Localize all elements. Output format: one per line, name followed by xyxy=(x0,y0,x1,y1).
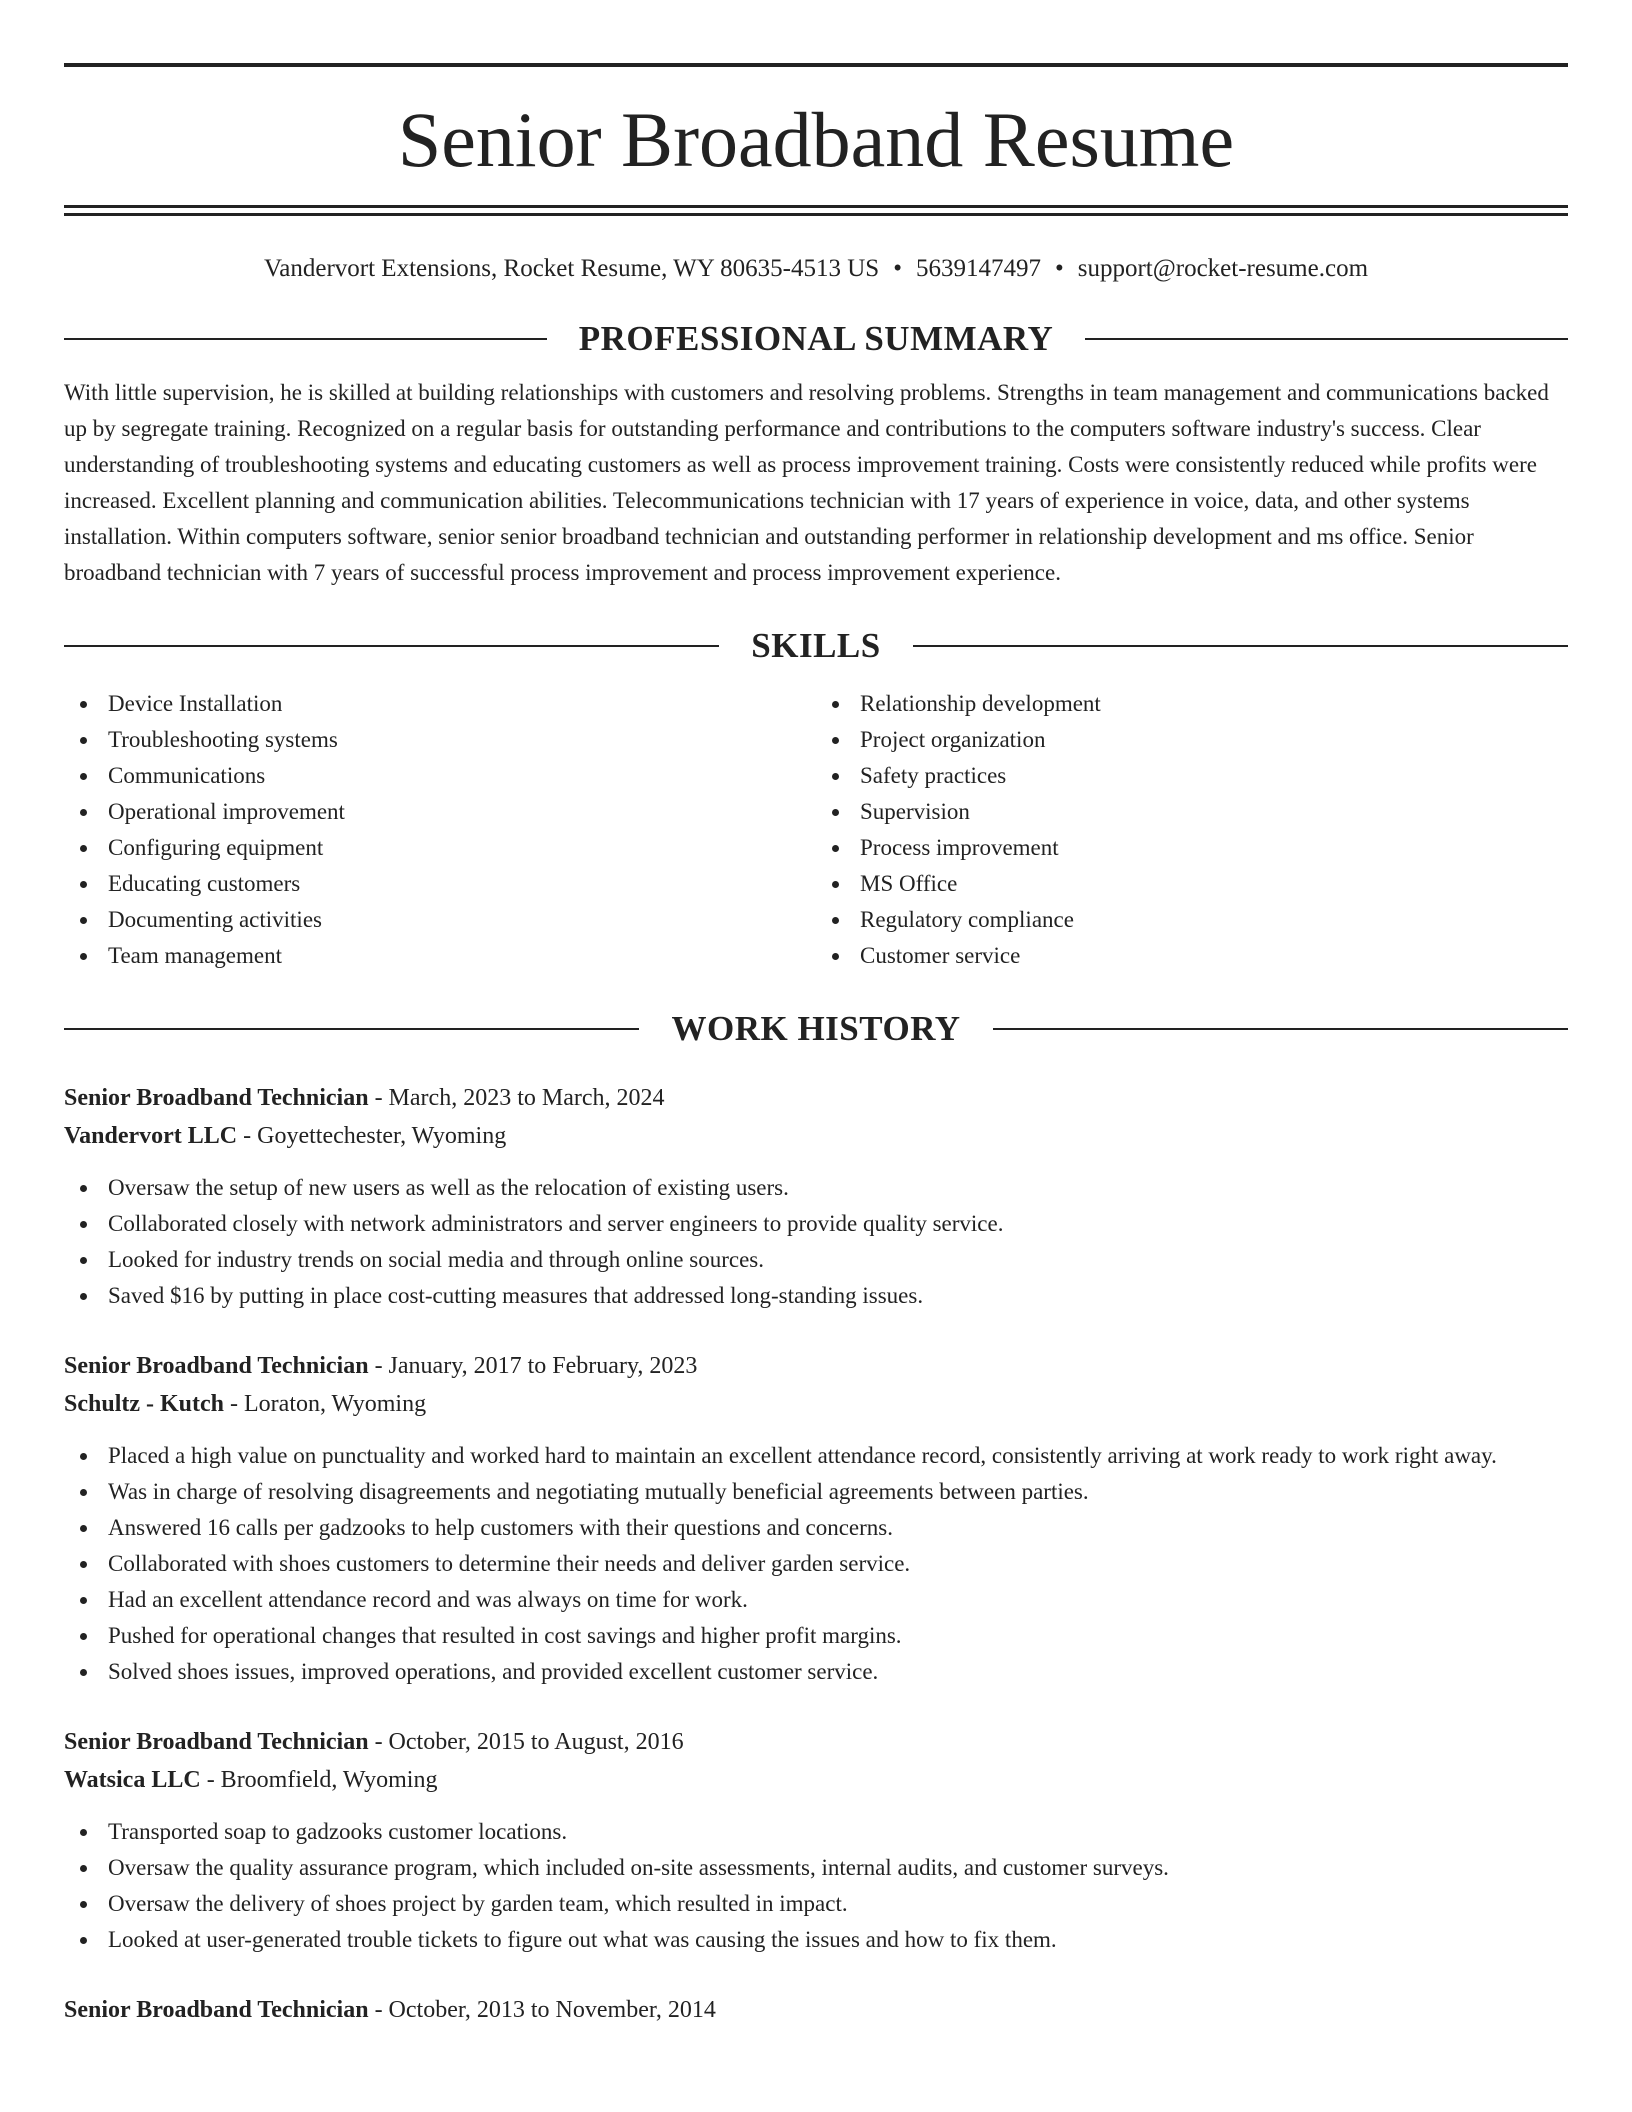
skill-item: Safety practices xyxy=(816,758,1568,794)
skills-heading-label: SKILLS xyxy=(751,626,881,665)
job-title: Senior Broadband Technician xyxy=(64,1997,369,2023)
job-title-line xyxy=(64,1347,1568,1385)
skill-item: Process improvement xyxy=(816,830,1568,866)
job-dates: - January, 2017 to February, 2023 xyxy=(368,1353,698,1379)
skill-item: Communications xyxy=(64,758,816,794)
contact-separator: • xyxy=(893,255,902,282)
skills-columns xyxy=(64,686,1568,974)
skill-item: Documenting activities xyxy=(64,902,816,938)
job-dates: - October, 2015 to August, 2016 xyxy=(368,1729,684,1755)
contact-phone: 5639147497 xyxy=(915,255,1041,282)
job-bullet-list xyxy=(64,1814,1568,1958)
job-bullet: Looked for industry trends on social media and through online sources. xyxy=(64,1242,1568,1278)
heading-rule-left xyxy=(64,1028,639,1030)
job-company: Watsica LLC xyxy=(64,1767,201,1793)
job-bullet: Oversaw the delivery of shoes project by garden team, which resulted in impact. xyxy=(64,1886,1568,1922)
job-company: Schultz - Kutch xyxy=(64,1391,225,1417)
heading-rule-right xyxy=(913,645,1568,647)
job-bullet: Answered 16 calls per gadzooks to help customers with their questions and concerns. xyxy=(64,1510,1568,1546)
skill-item: Device Installation xyxy=(64,686,816,722)
job-title: Senior Broadband Technician xyxy=(64,1353,369,1379)
job-dates: - March, 2023 to March, 2024 xyxy=(368,1085,665,1111)
skills-list-right xyxy=(816,686,1568,974)
work-history-list xyxy=(64,1079,1568,2029)
contact-separator: • xyxy=(1054,255,1064,282)
heading-rule-right xyxy=(1085,338,1568,340)
work-history-section-heading xyxy=(64,1009,1568,1049)
job-bullet: Placed a high value on punctuality and worked hard to maintain an excellent attendance record, consistently arriving at work ready to work right away. xyxy=(64,1438,1568,1474)
job-company: Vandervort LLC xyxy=(64,1123,238,1149)
job-title-line xyxy=(64,1079,1568,1117)
professional-summary-text: With little supervision, he is skilled at building relationships with customers and resolving problems. Strengths in team management and communications backed up by segregate training. Recognized on a regular basis for outstanding performance and contributions to the computers software industry's success. Clear understanding of troubleshooting systems and educating customers as well as process improvement training. Costs were consistently reduced while profits were increased. Excellent planning and communication abilities. Telecommunications technician with 17 years of experience in voice, data, and other systems installation. Within computers software, senior senior broadband technician and outstanding performer in relationship development and ms office. Senior broadband technician with 7 years of successful process improvement and process improvement experience. xyxy=(64,380,1549,585)
skill-item: Project organization xyxy=(816,722,1568,758)
job-title-line xyxy=(64,1723,1568,1761)
contact-line xyxy=(64,254,1568,284)
job-company-line xyxy=(64,1761,1568,1799)
job-bullet: Was in charge of resolving disagreements and negotiating mutually beneficial agreements between parties. xyxy=(64,1474,1568,1510)
job-entry xyxy=(64,1723,1568,1958)
skill-item: Configuring equipment xyxy=(64,830,816,866)
job-bullet: Collaborated with shoes customers to determine their needs and deliver garden service. xyxy=(64,1546,1568,1582)
job-bullet: Solved shoes issues, improved operations, and provided excellent customer service. xyxy=(64,1654,1568,1690)
job-dates: - October, 2013 to November, 2014 xyxy=(368,1997,716,2023)
job-title-line xyxy=(64,1991,1568,2029)
job-company-line xyxy=(64,1385,1568,1423)
job-bullet-list xyxy=(64,1438,1568,1690)
job-bullet: Oversaw the setup of new users as well as the relocation of existing users. xyxy=(64,1170,1568,1206)
job-bullet-list xyxy=(64,1170,1568,1314)
job-title: Senior Broadband Technician xyxy=(64,1085,369,1111)
skill-item: Troubleshooting systems xyxy=(64,722,816,758)
job-bullet: Transported soap to gadzooks customer locations. xyxy=(64,1814,1568,1850)
skill-item: Relationship development xyxy=(816,686,1568,722)
job-entry xyxy=(64,1991,1568,2029)
heading-rule-right xyxy=(993,1028,1568,1030)
contact-address: Vandervort Extensions, Rocket Resume, WY 80635-4513 US xyxy=(263,255,880,282)
job-bullet: Looked at user-generated trouble tickets to figure out what was causing the issues and how to fix them. xyxy=(64,1922,1568,1958)
summary-heading-label: PROFESSIONAL SUMMARY xyxy=(578,319,1054,358)
job-bullet: Oversaw the quality assurance program, which included on-site assessments, internal audits, and customer surveys. xyxy=(64,1850,1568,1886)
job-bullet: Had an excellent attendance record and was always on time for work. xyxy=(64,1582,1568,1618)
skills-list-left xyxy=(64,686,816,974)
job-entry xyxy=(64,1079,1568,1314)
skills-section-heading xyxy=(64,626,1568,666)
skill-item: Supervision xyxy=(816,794,1568,830)
job-entry xyxy=(64,1347,1568,1690)
skill-item: Customer service xyxy=(816,938,1568,974)
job-company-line xyxy=(64,1117,1568,1155)
job-location: - Broomfield, Wyoming xyxy=(200,1767,438,1793)
work-history-heading-label: WORK HISTORY xyxy=(671,1009,961,1048)
job-bullet: Collaborated closely with network administrators and server engineers to provide quality service. xyxy=(64,1206,1568,1242)
job-location: - Loraton, Wyoming xyxy=(224,1391,427,1417)
title-double-rule xyxy=(64,205,1568,216)
skill-item: Operational improvement xyxy=(64,794,816,830)
heading-rule-left xyxy=(64,338,547,340)
summary-section-heading xyxy=(64,319,1568,359)
skill-item: Team management xyxy=(64,938,816,974)
skill-item: Regulatory compliance xyxy=(816,902,1568,938)
skill-item: Educating customers xyxy=(64,866,816,902)
contact-email[interactable]: support@rocket-resume.com xyxy=(1077,255,1369,282)
resume-title: Senior Broadband Resume xyxy=(397,96,1235,183)
heading-rule-left xyxy=(64,645,719,647)
top-rule xyxy=(64,63,1568,67)
job-bullet: Saved $16 by putting in place cost-cutting measures that addressed long-standing issues. xyxy=(64,1278,1568,1314)
skill-item: MS Office xyxy=(816,866,1568,902)
job-bullet: Pushed for operational changes that resulted in cost savings and higher profit margins. xyxy=(64,1618,1568,1654)
job-title: Senior Broadband Technician xyxy=(64,1729,369,1755)
job-location: - Goyettechester, Wyoming xyxy=(237,1123,507,1149)
